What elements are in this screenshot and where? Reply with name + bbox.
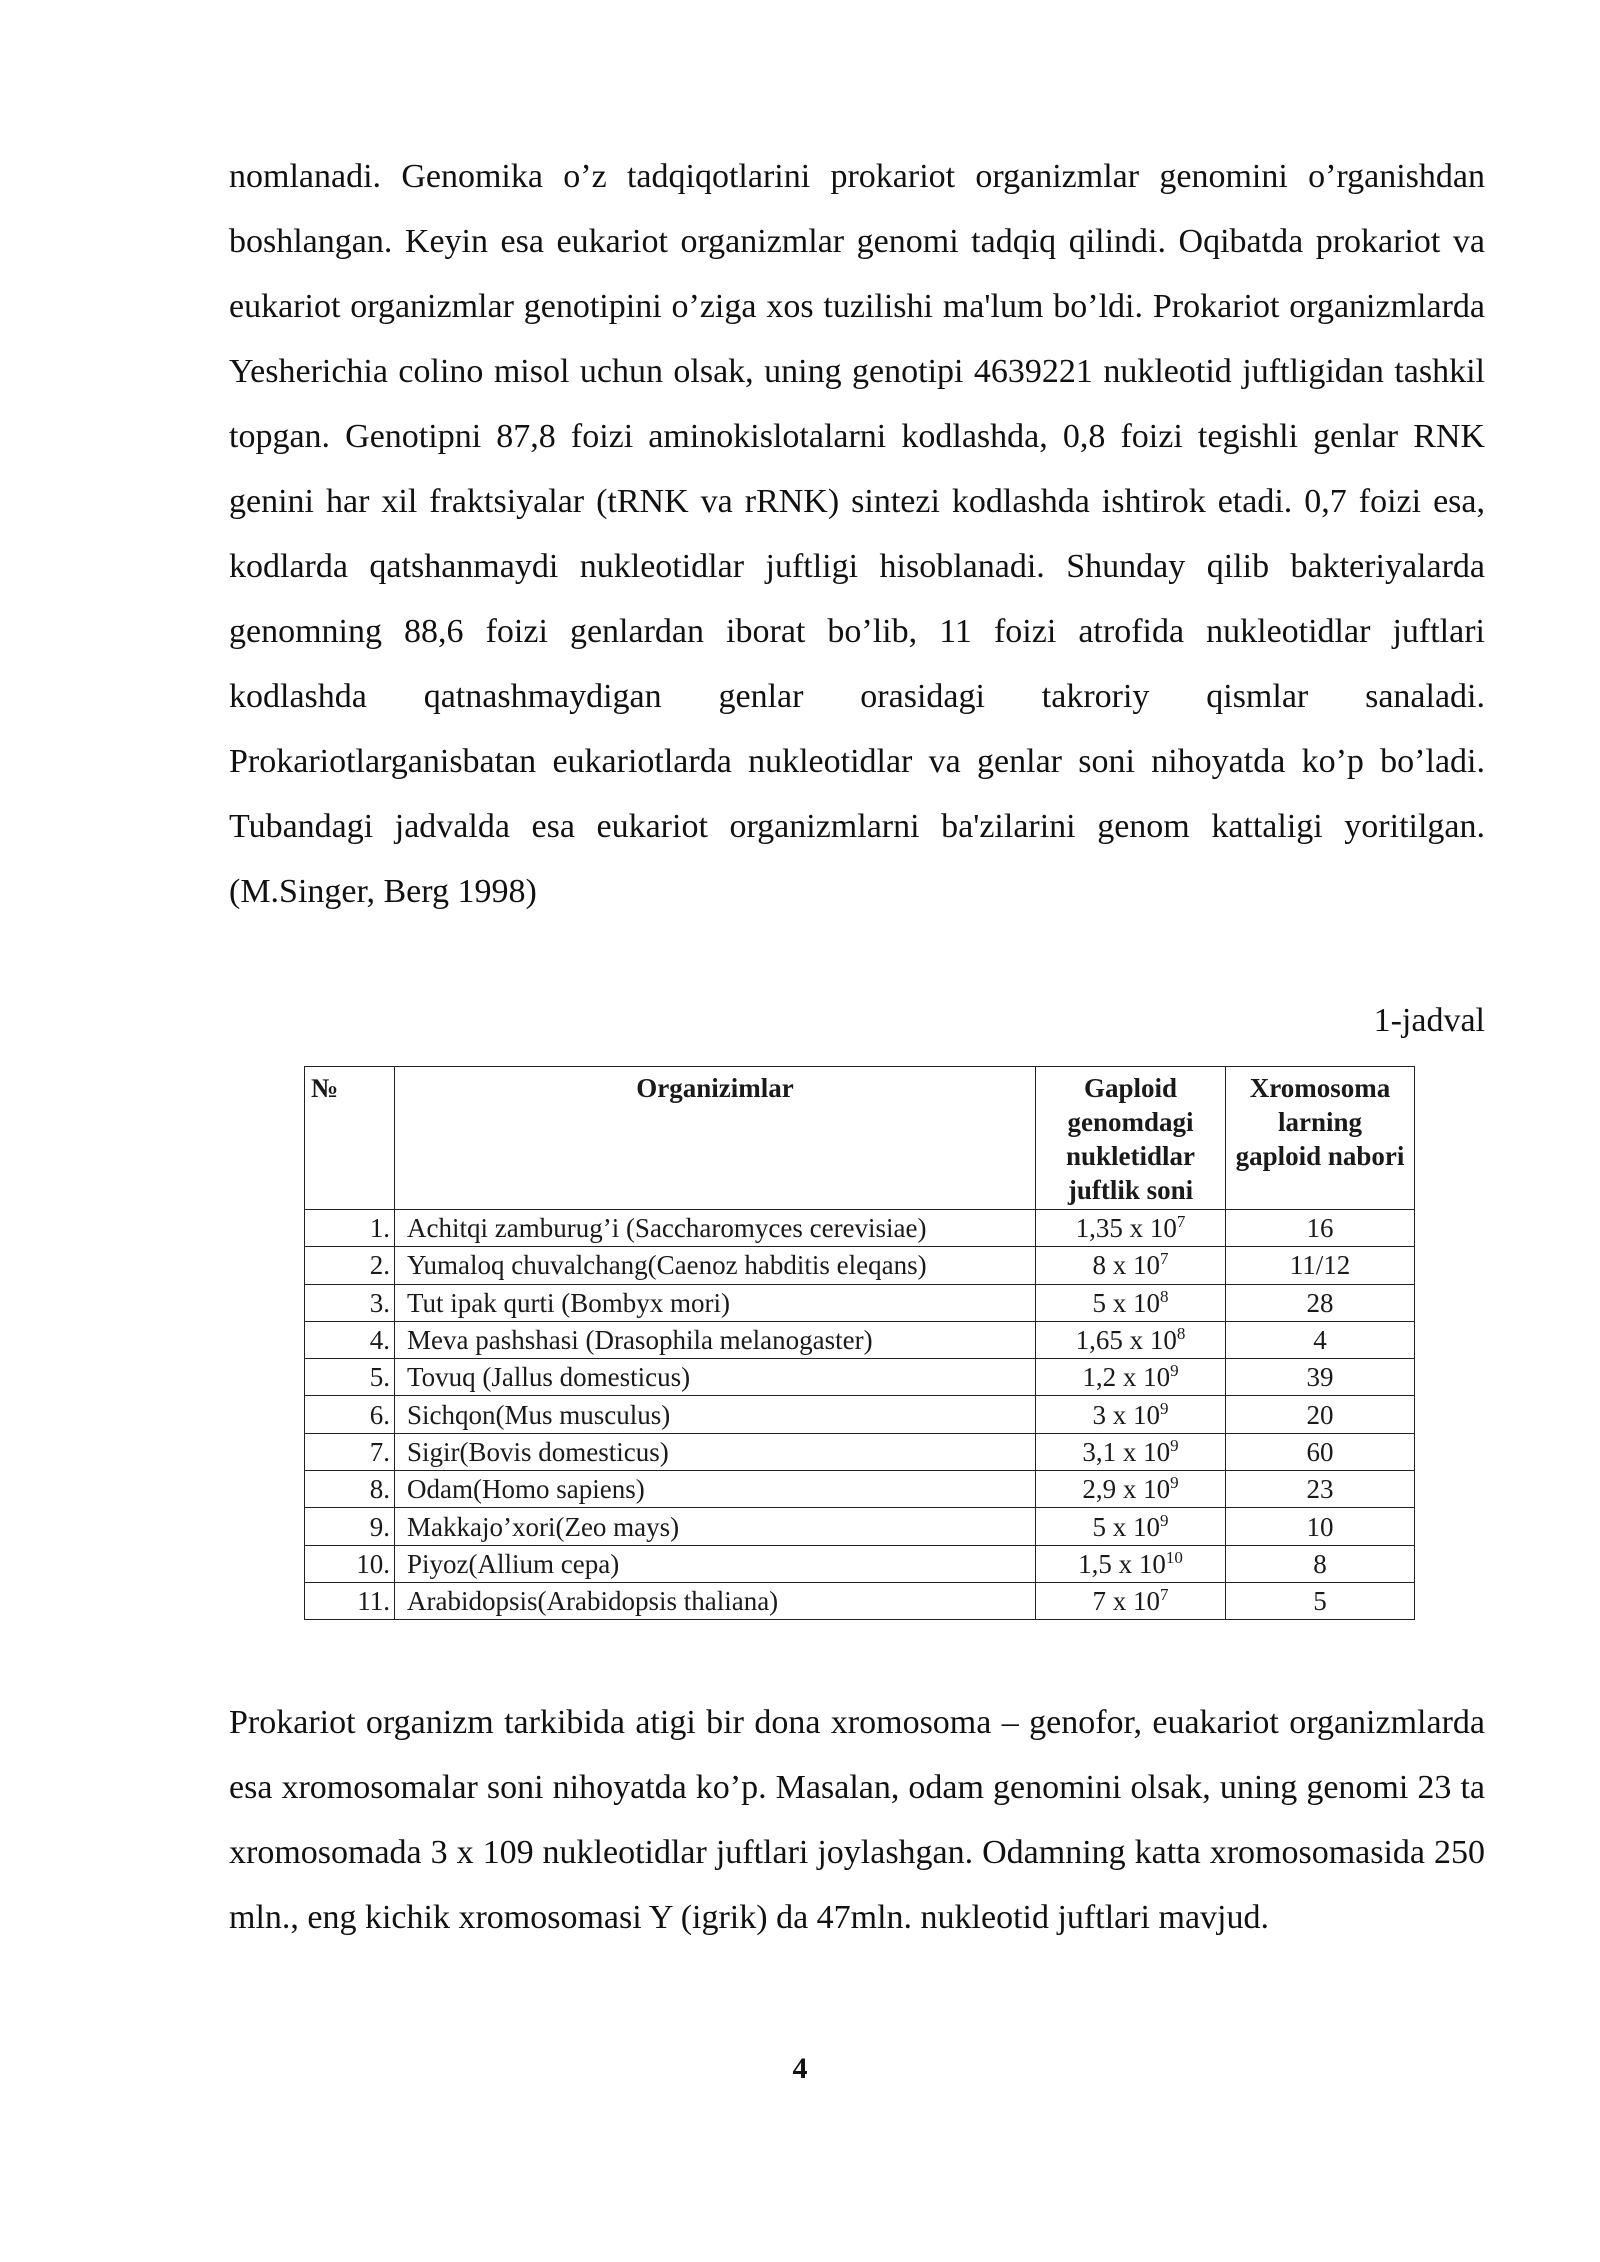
- genome-size-exponent: 10: [1165, 1547, 1183, 1567]
- genome-size-value: [1036, 1247, 1226, 1284]
- table-row: [305, 1210, 1415, 1247]
- body-paragraph-2: Prokariot organizm tarkibida atigi bir dona xromosoma – genofor, euakariot organizmlarda esa xromosomalar soni nihoyatda ko’p. Masalan, odam genomini olsak, uning genomi 23 ta xromosomada 3 x 109 nukleotidlar juftlari joylashgan. Odamning katta xromosomasida 250 mln., eng kichik xromosomasi Y (igrik) da 47mln. nukleotid juftlari mavjud.: [229, 1704, 1485, 1936]
- chromosome-count: 20: [1226, 1396, 1415, 1433]
- genome-size-exponent: 9: [1170, 1473, 1179, 1493]
- row-number: 5.: [305, 1359, 395, 1396]
- table-row: [305, 1508, 1415, 1545]
- table-body: [305, 1210, 1415, 1620]
- table-row: [305, 1284, 1415, 1321]
- organism-name: Sichqon(Mus musculus): [395, 1396, 1036, 1433]
- organism-name: Arabidopsis(Arabidopsis thaliana): [395, 1582, 1036, 1619]
- table-caption: 1-jadval: [1373, 1002, 1485, 1039]
- row-number: 7.: [305, 1433, 395, 1470]
- genome-size-base: 3 x 10: [1092, 1399, 1160, 1430]
- table-row: [305, 1396, 1415, 1433]
- header-organism: Organizimlar: [395, 1067, 1036, 1210]
- genome-size-base: 1,35 x 10: [1075, 1213, 1177, 1244]
- table-row: [305, 1582, 1415, 1619]
- genome-size-table: [304, 1066, 1415, 1620]
- chromosome-count: 23: [1226, 1471, 1415, 1508]
- chromosome-count: 16: [1226, 1210, 1415, 1247]
- genome-size-exponent: 9: [1160, 1510, 1169, 1530]
- genome-size-exponent: 9: [1170, 1361, 1179, 1381]
- genome-size-base: 8 x 10: [1092, 1250, 1160, 1281]
- genome-size-base: 5 x 10: [1092, 1287, 1160, 1318]
- genome-size-exponent: 7: [1160, 1585, 1169, 1605]
- organism-name: Yumaloq chuvalchang(Caenoz habditis eleqans): [395, 1247, 1036, 1284]
- genome-size-value: [1036, 1359, 1226, 1396]
- genome-size-base: 3,1 x 10: [1082, 1436, 1171, 1467]
- genome-size-value: [1036, 1582, 1226, 1619]
- chromosome-count: 8: [1226, 1545, 1415, 1582]
- page-number: 4: [792, 2052, 808, 2085]
- genome-size-exponent: 7: [1176, 1212, 1186, 1232]
- genome-size-value: [1036, 1210, 1226, 1247]
- chromosome-count: 4: [1226, 1321, 1415, 1358]
- genome-size-exponent: 7: [1160, 1249, 1169, 1269]
- table-row: [305, 1545, 1415, 1582]
- genome-size-exponent: 8: [1176, 1324, 1186, 1344]
- genome-size-base: 2,9 x 10: [1082, 1474, 1171, 1505]
- genome-size-value: [1036, 1321, 1226, 1358]
- header-number: №: [305, 1067, 395, 1210]
- genome-size-exponent: 9: [1160, 1398, 1169, 1418]
- organism-name: Sigir(Bovis domesticus): [395, 1433, 1036, 1470]
- chromosome-count: 11/12: [1226, 1247, 1415, 1284]
- header-chromosomes: Xromosoma larning gaploid nabori: [1226, 1067, 1415, 1210]
- chromosome-count: 28: [1226, 1284, 1415, 1321]
- genome-table-container: [304, 1066, 1414, 1620]
- genome-size-exponent: 8: [1160, 1286, 1169, 1306]
- genome-size-base: 7 x 10: [1092, 1586, 1160, 1617]
- header-genome-size: Gaploid genomdagi nukletidlar juftlik soni: [1036, 1067, 1226, 1210]
- genome-size-exponent: 9: [1170, 1435, 1179, 1455]
- organism-name: Achitqi zamburug’i (Saccharomyces cerevisiae): [395, 1210, 1036, 1247]
- genome-size-value: [1036, 1284, 1226, 1321]
- chromosome-count: 5: [1226, 1582, 1415, 1619]
- genome-size-value: [1036, 1545, 1226, 1582]
- table-row: [305, 1247, 1415, 1284]
- organism-name: Makkajo’xori(Zeo mays): [395, 1508, 1036, 1545]
- organism-name: Odam(Homo sapiens): [395, 1471, 1036, 1508]
- row-number: 3.: [305, 1284, 395, 1321]
- organism-name: Meva pashshasi (Drasophila melanogaster): [395, 1321, 1036, 1358]
- organism-name: Piyoz(Allium cepa): [395, 1545, 1036, 1582]
- row-number: 10.: [305, 1545, 395, 1582]
- table-row: [305, 1359, 1415, 1396]
- table-header-row: [305, 1067, 1415, 1210]
- chromosome-count: 60: [1226, 1433, 1415, 1470]
- row-number: 1.: [305, 1210, 395, 1247]
- organism-name: Tovuq (Jallus domesticus): [395, 1359, 1036, 1396]
- chromosome-count: 10: [1226, 1508, 1415, 1545]
- genome-size-value: [1036, 1471, 1226, 1508]
- row-number: 4.: [305, 1321, 395, 1358]
- genome-size-value: [1036, 1508, 1226, 1545]
- genome-size-value: [1036, 1433, 1226, 1470]
- row-number: 8.: [305, 1471, 395, 1508]
- table-row: [305, 1321, 1415, 1358]
- row-number: 6.: [305, 1396, 395, 1433]
- organism-name: Tut ipak qurti (Bombyx mori): [395, 1284, 1036, 1321]
- table-row: [305, 1433, 1415, 1470]
- chromosome-count: 39: [1226, 1359, 1415, 1396]
- table-row: [305, 1471, 1415, 1508]
- genome-size-value: [1036, 1396, 1226, 1433]
- genome-size-base: 1,5 x 10: [1078, 1548, 1166, 1579]
- genome-size-base: 5 x 10: [1092, 1511, 1160, 1542]
- row-number: 2.: [305, 1247, 395, 1284]
- row-number: 9.: [305, 1508, 395, 1545]
- row-number: 11.: [305, 1582, 395, 1619]
- genome-size-base: 1,2 x 10: [1082, 1362, 1171, 1393]
- body-paragraph: nomlanadi. Genomika o’z tadqiqotlarini prokariot organizmlar genomini o’rganishdan boshlangan. Keyin esa eukariot organizmlar genomi tadqiq qilindi. Oqibatda prokariot va eukariot organizmlar genotipini o’ziga xos tuzilishi ma'lum bo’ldi. Prokariot organizmlarda Yesherichia colino misol uchun olsak, uning genotipi 4639221 nukleotid juftligidan tashkil topgan. Genotipni 87,8 foizi aminokislotalarni kodlashda, 0,8 foizi tegishli genlar RNK genini har xil fraktsiyalar (tRNK va rRNK) sintezi kodlashda ishtirok etadi. 0,7 foizi esa, kodlarda qatshanmaydi nukleotidlar juftligi hisoblanadi. Shunday qilib bakteriyalarda genomning 88,6 foizi genlardan iborat bo’lib, 11 foizi atrofida nukleotidlar juftlari kodlashda qatnashmaydigan genlar orasidagi takroriy qismlar sanaladi. Prokariotlarganisbatan eukariotlarda nukleotidlar va genlar soni nihoyatda ko’p bo’ladi. Tubandagi jadvalda esa eukariot organizmlarni ba'zilarini genom kattaligi yoritilgan. (M.Singer, Berg 1998): [229, 158, 1485, 910]
- genome-size-base: 1,65 x 10: [1075, 1325, 1177, 1356]
